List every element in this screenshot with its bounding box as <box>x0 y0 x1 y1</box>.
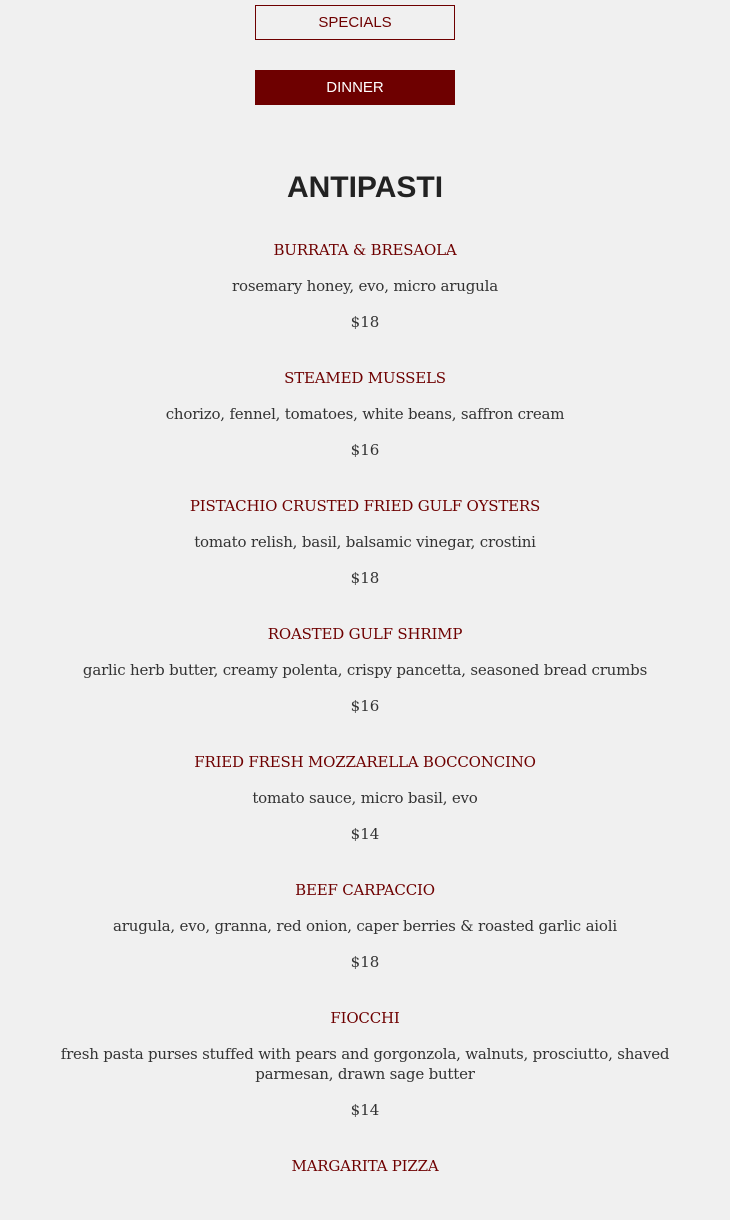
menu-item-name: ROASTED GULF SHRIMP <box>267 625 463 643</box>
menu-item <box>0 496 730 588</box>
menu-item-description: tomato relish, basil, balsamic vinegar, crostini <box>194 533 536 551</box>
tab-specials-label: SPECIALS <box>318 14 392 31</box>
menu-item-name: FRIED FRESH MOZZARELLA BOCCONCINO <box>194 753 536 771</box>
menu-item-name: BURRATA & BRESAOLA <box>273 241 457 259</box>
menu-item-price: $14 <box>350 1101 380 1119</box>
menu-item-name: BEEF CARPACCIO <box>295 881 435 899</box>
tab-specials[interactable] <box>255 5 455 40</box>
menu-list <box>0 240 730 1212</box>
menu-item-name: PISTACHIO CRUSTED FRIED GULF OYSTERS <box>189 497 541 515</box>
menu-item-description: rosemary honey, evo, micro arugula <box>232 277 498 295</box>
menu-item-price: $18 <box>350 569 380 587</box>
tab-dinner-label: DINNER <box>326 79 384 96</box>
menu-item-price: $18 <box>350 953 380 971</box>
menu-item-description: tomato sauce, micro basil, evo <box>252 789 478 807</box>
menu-item-name: FIOCCHI <box>330 1009 400 1027</box>
menu-item-price: $14 <box>350 825 380 843</box>
menu-item <box>0 240 730 332</box>
menu-item-description: fresh pasta purses stuffed with pears and gorgonzola, walnuts, prosciutto, shaved parmesan, drawn sage butter <box>60 1045 670 1083</box>
menu-item-description: garlic herb butter, creamy polenta, crispy pancetta, seasoned bread crumbs <box>82 661 648 679</box>
menu-item-description: arugula, evo, granna, red onion, caper berries & roasted garlic aioli <box>113 917 617 935</box>
section-title: ANTIPASTI <box>286 171 444 204</box>
menu-item <box>0 624 730 716</box>
menu-item-price: $16 <box>350 697 380 715</box>
menu-item-description: chorizo, fennel, tomatoes, white beans, saffron cream <box>165 405 565 423</box>
menu-item-name: MARGARITA PIZZA <box>291 1157 439 1175</box>
menu-item-name: STEAMED MUSSELS <box>284 369 446 387</box>
menu-item <box>0 1156 730 1176</box>
menu-item <box>0 752 730 844</box>
menu-item <box>0 1008 730 1120</box>
menu-item-price: $18 <box>350 313 380 331</box>
menu-item <box>0 368 730 460</box>
menu-item <box>0 880 730 972</box>
tab-dinner[interactable] <box>255 70 455 105</box>
menu-item-price: $16 <box>350 441 380 459</box>
